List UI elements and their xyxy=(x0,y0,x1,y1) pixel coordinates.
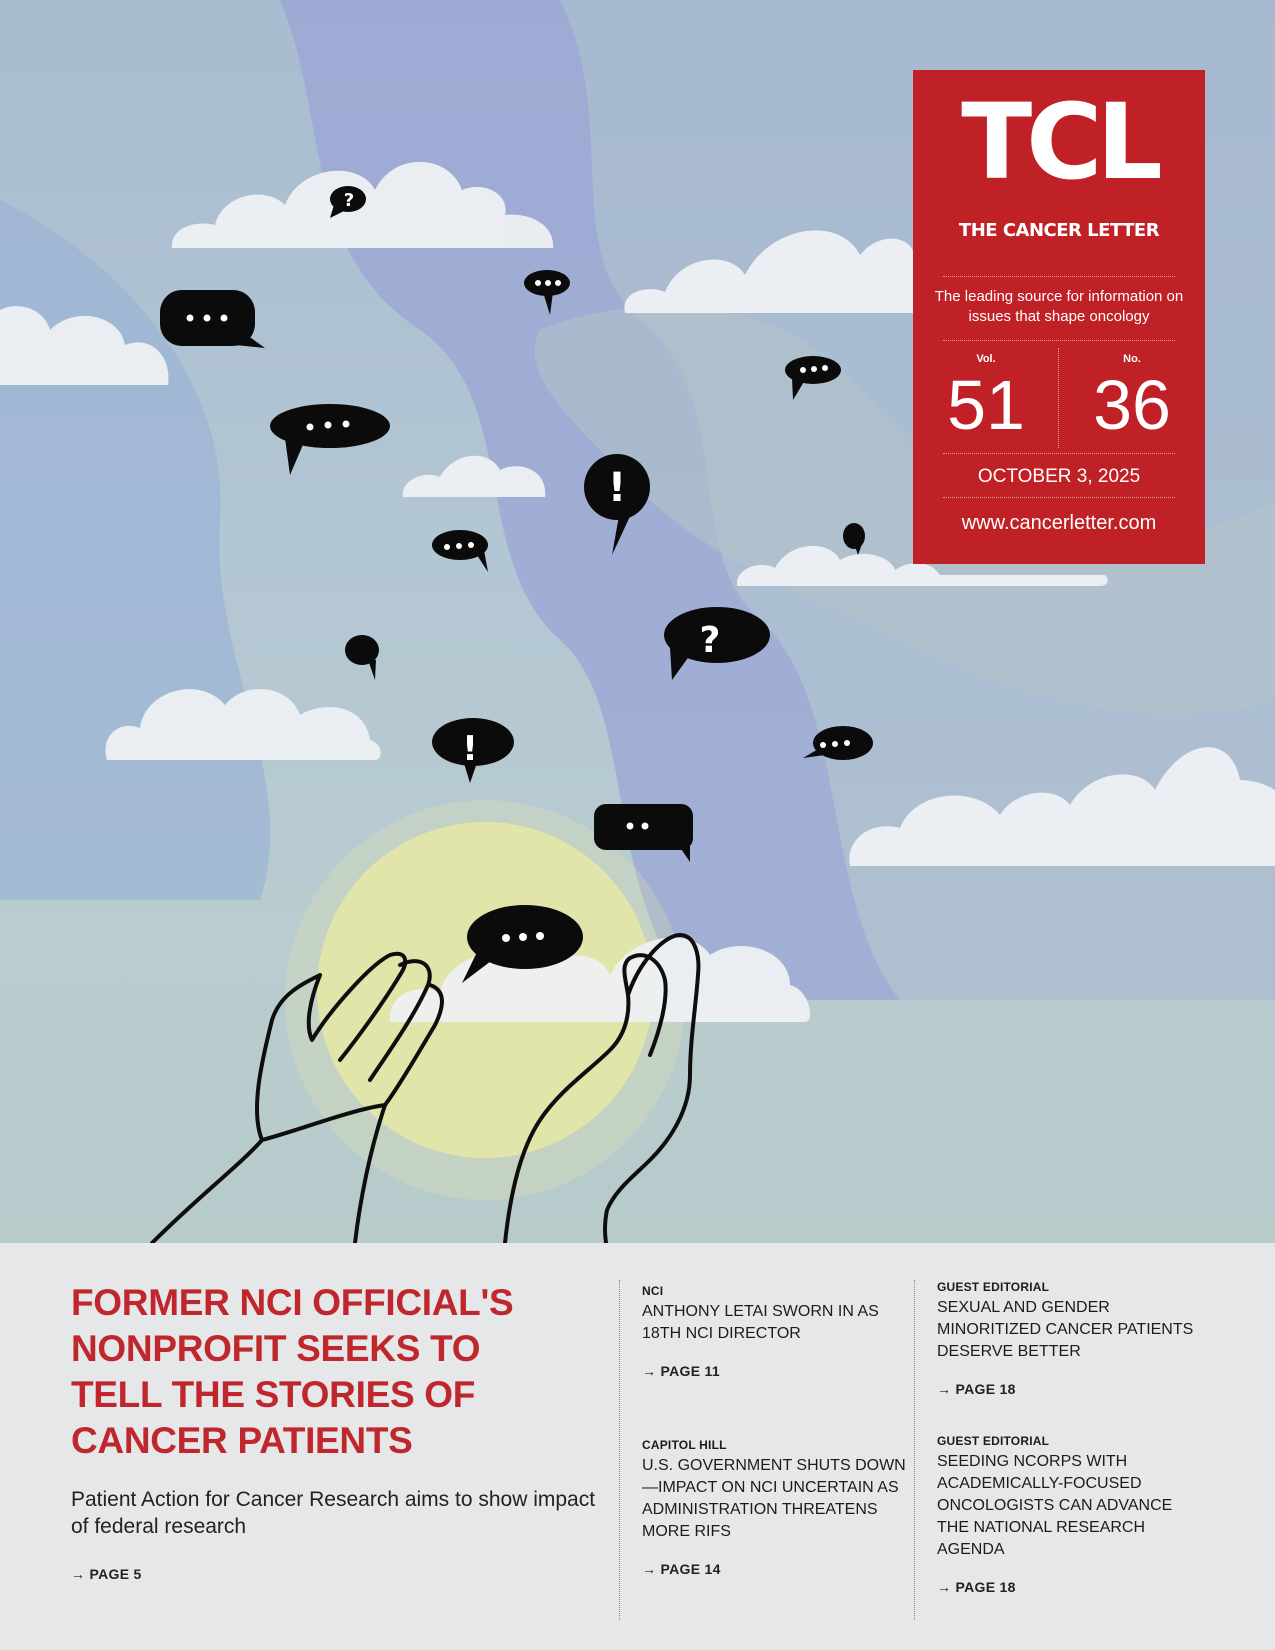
story-page-ref[interactable]: → PAGE 11 xyxy=(642,1363,720,1379)
story-capitol-hill[interactable] xyxy=(642,1437,912,1577)
masthead-divider xyxy=(943,497,1175,498)
story-headline[interactable]: U.S. GOVERNMENT SHUTS DOWN—IMPACT ON NCI UNCERTAIN AS ADMINISTRATION THREATENS MORE RIFS xyxy=(642,1457,906,1540)
question-glyph: ? xyxy=(343,190,355,211)
speech-bubble-icon xyxy=(270,404,390,475)
masthead-divider xyxy=(943,276,1175,277)
issue-number: 36 xyxy=(1093,366,1171,444)
lead-subhead: Patient Action for Cancer Research aims to show impact of federal research xyxy=(71,1488,596,1538)
story-headline[interactable]: ANTHONY LETAI SWORN IN AS 18TH NCI DIRECTOR xyxy=(642,1303,879,1342)
exclamation-glyph: ! xyxy=(607,465,627,511)
column-divider xyxy=(914,1280,915,1620)
masthead xyxy=(913,70,1205,564)
lead-page-ref[interactable]: → PAGE 5 xyxy=(71,1566,142,1582)
masthead-divider xyxy=(943,340,1175,341)
speech-bubble-icon xyxy=(345,635,379,680)
volume-number: 51 xyxy=(947,366,1025,444)
story-headline[interactable]: SEXUAL AND GENDER MINORITIZED CANCER PATIENTS DESERVE BETTER xyxy=(937,1299,1194,1360)
story-section: GUEST EDITORIAL xyxy=(937,1280,1050,1294)
story-nci[interactable] xyxy=(642,1283,912,1379)
story-guest-editorial-1[interactable] xyxy=(937,1279,1207,1397)
tagline: The leading source for information on issues that shape oncology xyxy=(934,288,1184,325)
story-page-ref[interactable]: → PAGE 18 xyxy=(937,1381,1016,1397)
website-link[interactable]: www.cancerletter.com xyxy=(961,512,1157,534)
masthead-divider xyxy=(943,453,1175,454)
masthead-divider xyxy=(1058,348,1059,448)
story-section: GUEST EDITORIAL xyxy=(937,1434,1050,1448)
story-headline[interactable]: SEEDING NCORPS WITH ACADEMICALLY-FOCUSED ONCOLOGISTS CAN ADVANCE THE NATIONAL RESEARCH AGENDA xyxy=(937,1453,1173,1558)
logo-subtitle: THE CANCER LETTER xyxy=(958,220,1160,241)
lead-headline[interactable]: FORMER NCI OFFICIAL'S NONPROFIT SEEKS TO TELL THE STORIES OF CANCER PATIENTS xyxy=(71,1282,514,1461)
exclamation-glyph: ! xyxy=(462,729,478,769)
story-section: CAPITOL HILL xyxy=(642,1438,727,1452)
stories-panel xyxy=(0,1243,1275,1650)
story-section: NCI xyxy=(642,1284,664,1298)
speech-bubble-icon xyxy=(432,530,488,572)
tcl-logo: TCL xyxy=(961,81,1157,203)
speech-bubble-icon xyxy=(160,290,265,348)
issue-label: No. xyxy=(1123,353,1141,365)
story-page-ref[interactable]: → PAGE 18 xyxy=(937,1579,1016,1595)
question-glyph: ? xyxy=(699,620,721,661)
column-divider xyxy=(619,1280,620,1620)
volume-label: Vol. xyxy=(976,353,996,365)
issue-block xyxy=(1067,352,1197,444)
volume-block xyxy=(921,352,1051,444)
issue-date: OCTOBER 3, 2025 xyxy=(977,466,1141,487)
story-page-ref[interactable]: → PAGE 14 xyxy=(642,1561,721,1577)
story-guest-editorial-2[interactable] xyxy=(937,1433,1207,1595)
